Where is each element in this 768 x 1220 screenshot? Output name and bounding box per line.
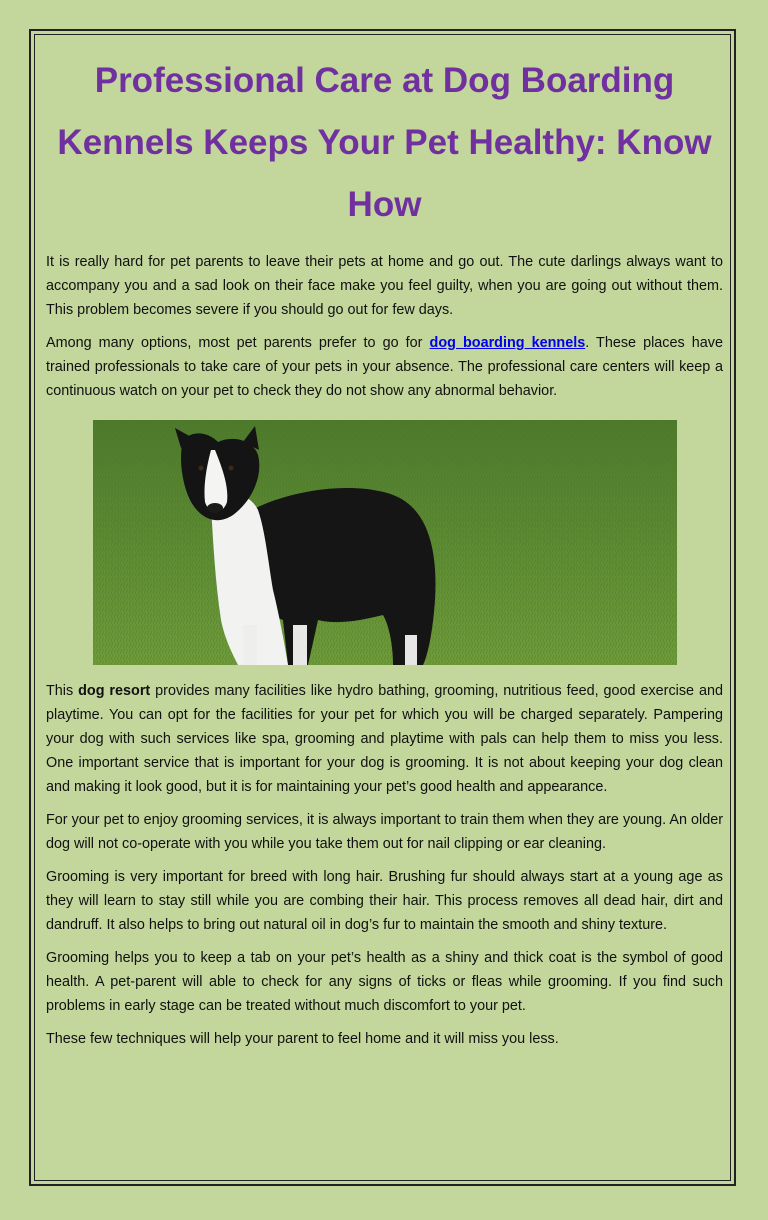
document-body <box>46 50 723 1060</box>
paragraph-options-text-end: . These places have trained professionals to take care of your pets in your absence. The professional care centers will keep a continuous watch on your pet to check they do not show any abnormal behavior. <box>46 335 723 399</box>
paragraph-dog-resort-text-end: provides many facilities like hydro bathing, grooming, nutritious feed, good exercise and playtime. You can opt for the facilities for your pet for which you will be charged separately. Pampering your dog with such services like spa, grooming and playtime with pals can help them to miss you less. One important service that is important for your dog is grooming. It is not about keeping your dog clean and making it look good, but it is for maintaining your pet’s good health and appearance. <box>46 683 724 795</box>
dog-resort-bold: dog resort <box>78 683 151 699</box>
paragraph-options-text-start: Among many options, most pet parents prefer to go for <box>46 335 430 351</box>
paragraph-intro: It is really hard for pet parents to leave their pets at home and go out. The cute darlings always want to accompany you and a sad look on their face make you feel guilty, when you are going out without them. This problem becomes severe if you should go out for few days. <box>46 254 723 318</box>
paragraph-training: For your pet to enjoy grooming services, it is always important to train them when they are young. An older dog will not co-operate with you while you take them out for nail clipping or ear cleaning. <box>46 812 723 852</box>
paragraph-options <box>46 331 723 403</box>
paragraph-grooming: Grooming is very important for breed with long hair. Brushing fur should always start at a young age as they will learn to stay still while you are combing their hair. This process removes all dead hair, dirt and dandruff. It also helps to bring out natural oil in dog’s fur to maintain the smooth and shiny texture. <box>46 869 723 933</box>
dog-boarding-kennels-link[interactable]: dog boarding kennels <box>429 335 586 351</box>
paragraph-closing: These few techniques will help your parent to feel home and it will miss you less. <box>46 1031 559 1047</box>
page-title: Professional Care at Dog Boarding Kennels Keeps Your Pet Healthy: Know How <box>57 61 712 224</box>
paragraph-dog-resort <box>46 679 723 799</box>
paragraph-dog-resort-text-start: This <box>46 683 79 699</box>
border-collie-photo <box>93 420 677 665</box>
paragraph-health: Grooming helps you to keep a tab on your pet’s health as a shiny and thick coat is the symbol of good health. A pet-parent will able to check for any signs of ticks or fleas while grooming. If you find such problems in early stage can be treated without much discomfort to your pet. <box>46 950 723 1014</box>
